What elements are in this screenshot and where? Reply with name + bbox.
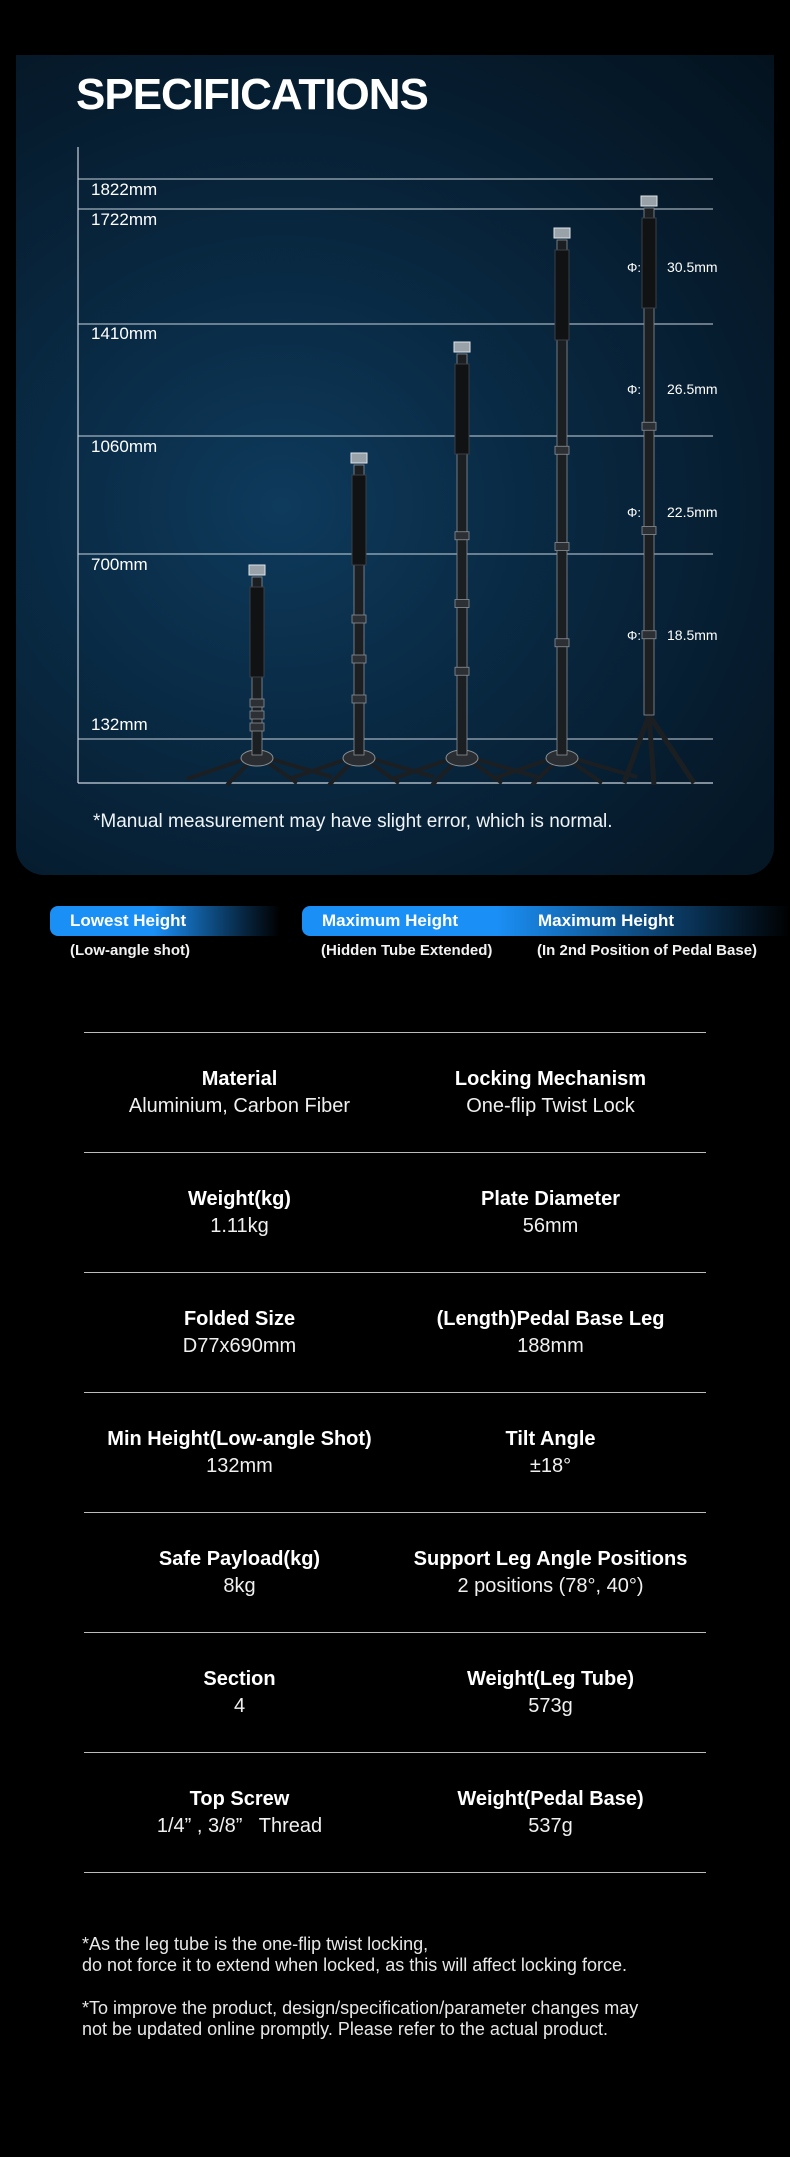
- spec-label: Weight(kg): [188, 1187, 291, 1210]
- spec-label: Plate Diameter: [481, 1187, 620, 1210]
- spec-value: ±18°: [529, 1454, 572, 1477]
- footer-note-line: do not force it to extend when locked, as this will affect locking force.: [82, 1955, 627, 1975]
- spec-value: 132mm: [206, 1454, 273, 1477]
- footer-note-disclaimer: [82, 1998, 638, 2040]
- footer-note-locking: [82, 1934, 627, 1976]
- spec-value: 1/4” , 3/8” Thread: [156, 1814, 323, 1837]
- twist-lock: [250, 723, 264, 731]
- spec-label: (Length)Pedal Base Leg: [436, 1307, 665, 1330]
- legend-max1-label: Maximum Height: [322, 911, 459, 930]
- monopod-head: [249, 565, 265, 575]
- diameter-value: 30.5mm: [667, 259, 718, 275]
- spec-label: Support Leg Angle Positions: [413, 1547, 688, 1570]
- page-title: SPECIFICATIONS: [76, 70, 428, 119]
- height-chart: [16, 55, 774, 875]
- spec-value: 537g: [528, 1814, 573, 1837]
- twist-lock: [555, 639, 569, 647]
- spec-cell: [84, 1153, 395, 1272]
- spec-cell: [395, 1633, 706, 1752]
- spec-cell: [84, 1393, 395, 1512]
- spec-cell: [395, 1153, 706, 1272]
- monopod-head: [351, 453, 367, 463]
- twist-lock: [352, 655, 366, 663]
- spec-label: Section: [203, 1667, 276, 1690]
- height-label: 132mm: [91, 715, 148, 734]
- twist-lock: [642, 422, 656, 430]
- spec-label: Weight(Pedal Base): [457, 1787, 644, 1810]
- twist-lock: [455, 667, 469, 675]
- spec-row: [84, 1632, 706, 1752]
- spec-value: D77x690mm: [182, 1334, 297, 1357]
- diameter-value: 26.5mm: [667, 381, 718, 397]
- spec-value: 1.11kg: [210, 1214, 269, 1237]
- legend-lowest-label: Lowest Height: [70, 911, 187, 930]
- diameter-prefix: Φ:: [627, 260, 641, 275]
- twist-lock: [455, 532, 469, 540]
- diameter-prefix: Φ:: [627, 628, 641, 643]
- monopod-head: [641, 196, 657, 206]
- spec-label: Min Height(Low-angle Shot): [107, 1427, 372, 1450]
- legend-lowest-sub: (Low-angle shot): [70, 942, 190, 959]
- legend-maximum-height: [302, 906, 790, 936]
- height-label: 1722mm: [91, 210, 158, 229]
- legend-max2-label: Maximum Height: [538, 911, 675, 930]
- spec-row: [84, 1152, 706, 1272]
- diameter-prefix: Φ:: [627, 505, 641, 520]
- spec-label: Tilt Angle: [505, 1427, 596, 1450]
- twist-lock: [555, 543, 569, 551]
- twist-lock: [250, 711, 264, 719]
- height-label: 1410mm: [91, 324, 158, 343]
- spec-value: 188mm: [517, 1334, 584, 1357]
- spec-cell: [395, 1753, 706, 1872]
- twist-lock: [642, 527, 656, 535]
- twist-lock: [455, 600, 469, 608]
- twist-lock: [250, 699, 264, 707]
- monopod-grip: [555, 250, 569, 340]
- spec-value: 4: [233, 1694, 246, 1717]
- spec-value: 2 positions (78°, 40°): [457, 1574, 644, 1597]
- spec-row: [84, 1032, 706, 1152]
- spec-label: Top Screw: [189, 1787, 290, 1810]
- spec-cell: [84, 1273, 395, 1392]
- legend-lowest-height: [50, 906, 280, 936]
- spec-value: 56mm: [522, 1214, 579, 1237]
- monopod-head: [554, 228, 570, 238]
- diameter-value: 22.5mm: [667, 504, 718, 520]
- spec-label: Weight(Leg Tube): [466, 1667, 634, 1690]
- diameter-value: 18.5mm: [667, 627, 718, 643]
- legend-max1-sub: (Hidden Tube Extended): [321, 942, 493, 959]
- spec-hero-panel: [16, 55, 774, 875]
- spec-cell: [84, 1513, 395, 1632]
- monopod-grip: [352, 475, 366, 565]
- height-label: 700mm: [91, 555, 148, 574]
- tripod-leg: [624, 715, 649, 783]
- spec-cell: [84, 1753, 395, 1872]
- footer-note-line: not be updated online promptly. Please refer to the actual product.: [82, 2019, 608, 2039]
- spec-table: [84, 1032, 706, 1873]
- spec-value: Aluminium, Carbon Fiber: [128, 1094, 351, 1117]
- spec-row: [84, 1752, 706, 1873]
- spec-label: Material: [201, 1067, 278, 1090]
- footer-note-line: *To improve the product, design/specification/parameter changes may: [82, 1998, 639, 2018]
- spec-label: Locking Mechanism: [454, 1067, 647, 1090]
- spec-row: [84, 1272, 706, 1392]
- spec-cell: [84, 1033, 395, 1152]
- monopod-grip: [250, 587, 264, 677]
- spec-label: Folded Size: [183, 1307, 296, 1330]
- twist-lock: [352, 695, 366, 703]
- spec-cell: [395, 1033, 706, 1152]
- height-label: 1060mm: [91, 437, 158, 456]
- monopod-grip: [455, 364, 469, 454]
- height-label: 1822mm: [91, 180, 158, 199]
- spec-value: 8kg: [223, 1574, 256, 1597]
- measurement-note: *Manual measurement may have slight error, which is normal.: [93, 811, 613, 832]
- spec-label: Safe Payload(kg): [158, 1547, 321, 1570]
- spec-cell: [395, 1513, 706, 1632]
- spec-row: [84, 1392, 706, 1512]
- footer-note-line: *As the leg tube is the one-flip twist locking,: [82, 1934, 429, 1954]
- monopod-head: [454, 342, 470, 352]
- spec-cell: [395, 1273, 706, 1392]
- spec-row: [84, 1512, 706, 1632]
- twist-lock: [642, 631, 656, 639]
- twist-lock: [352, 615, 366, 623]
- spec-cell: [395, 1393, 706, 1512]
- spec-cell: [84, 1633, 395, 1752]
- monopod-grip: [642, 218, 656, 308]
- spec-value: 573g: [528, 1694, 573, 1717]
- legend-max2-sub: (In 2nd Position of Pedal Base): [537, 942, 758, 959]
- spec-value: One-flip Twist Lock: [466, 1094, 635, 1117]
- diameter-prefix: Φ:: [627, 382, 641, 397]
- twist-lock: [555, 446, 569, 454]
- tripod-leg: [649, 715, 694, 783]
